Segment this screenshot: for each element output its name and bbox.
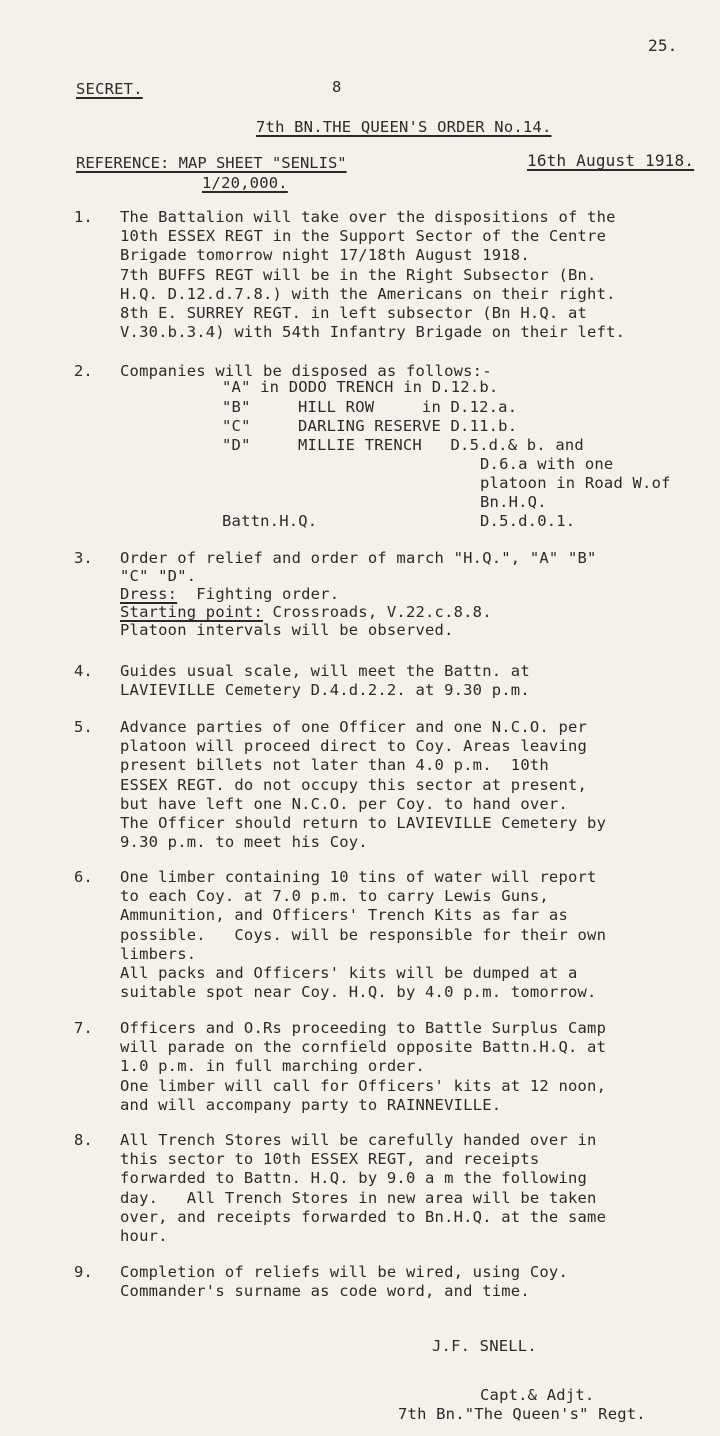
- para-6-text: [120, 868, 606, 1002]
- para-5-line: platoon will proceed direct to Coy. Areas leaving: [120, 737, 588, 756]
- para-1-text: [120, 208, 625, 342]
- para-4-line: Guides usual scale, will meet the Battn. at: [120, 662, 530, 680]
- para-1-number: 1.: [74, 208, 93, 226]
- starting-point-line: [120, 603, 597, 621]
- para-4-text: [120, 662, 530, 700]
- para-1-line: V.30.b.3.4) with 54th Infantry Brigade on their left.: [120, 323, 626, 342]
- battn-hq-location: D.5.d.0.1.: [480, 512, 576, 530]
- para-8-number: 8.: [74, 1131, 93, 1149]
- map-scale: 1/20,000.: [202, 174, 288, 192]
- starting-point-label: Starting point:: [120, 603, 263, 621]
- disposition-d-extra: platoon in Road W.of: [480, 474, 671, 492]
- para-9-text: [120, 1263, 568, 1301]
- order-title: 7th BN.THE QUEEN'S ORDER No.14.: [256, 118, 552, 136]
- secret-marking: SECRET.: [76, 80, 143, 98]
- copy-number: 8: [332, 78, 342, 96]
- para-1-line: 10th ESSEX REGT in the Support Sector of the Centre: [120, 227, 607, 246]
- para-3-number: 3.: [74, 549, 93, 567]
- disposition-c-coy: "C": [222, 417, 251, 435]
- para-8-line: hour.: [120, 1227, 168, 1246]
- disposition-b-loc: HILL ROW in D.12.a.: [298, 398, 518, 416]
- para-6-number: 6.: [74, 868, 93, 886]
- para-9-number: 9.: [74, 1263, 93, 1281]
- para-5-line: Advance parties of one Officer and one N.C.O. per: [120, 718, 588, 736]
- para-3-text: [120, 549, 597, 639]
- para-8-line: this sector to 10th ESSEX REGT, and receipts: [120, 1150, 540, 1169]
- para-5-line: ESSEX REGT. do not occupy this sector at present,: [120, 775, 588, 794]
- para-4-number: 4.: [74, 662, 93, 680]
- page-number: 25.: [648, 36, 678, 55]
- para-1-line: 8th E. SURREY REGT. in left subsector (Bn H.Q. at: [120, 304, 588, 323]
- disposition-b-coy: "B": [222, 398, 251, 416]
- para-2-number: 2.: [74, 362, 93, 380]
- platoon-intervals-line: Platoon intervals will be observed.: [120, 621, 454, 639]
- para-8-line: All Trench Stores will be carefully handed over in: [120, 1131, 597, 1149]
- para-5-line: 9.30 p.m. to meet his Coy.: [120, 833, 368, 852]
- map-reference: REFERENCE: MAP SHEET "SENLIS": [76, 154, 347, 172]
- para-8-line: forwarded to Battn. H.Q. by 9.0 a m the following: [120, 1169, 588, 1188]
- para-1-line: H.Q. D.12.d.7.8.) with the Americans on their right.: [120, 284, 616, 303]
- para-2-intro: Companies will be disposed as follows:-: [120, 362, 492, 380]
- disposition-c-loc: DARLING RESERVE D.11.b.: [298, 417, 518, 435]
- para-3-line: Order of relief and order of march "H.Q.", "A" "B": [120, 549, 597, 567]
- para-3-line: "C" "D".: [120, 567, 197, 585]
- para-5-line: present billets not later than 4.0 p.m. 10th: [120, 756, 549, 775]
- signature-rank: Capt.& Adjt.: [480, 1386, 595, 1404]
- para-8-line: day. All Trench Stores in new area will be taken: [120, 1188, 597, 1207]
- order-date: 16th August 1918.: [527, 151, 695, 170]
- para-8-text: [120, 1131, 606, 1246]
- para-7-line: will parade on the cornfield opposite Battn.H.Q. at: [120, 1038, 607, 1057]
- para-6-line: Ammunition, and Officers' Trench Kits as far as: [120, 906, 568, 925]
- para-7-line: One limber will call for Officers' kits at 12 noon,: [120, 1076, 607, 1095]
- para-4-line: LAVIEVILLE Cemetery D.4.d.2.2. at 9.30 p.m.: [120, 681, 530, 700]
- para-1-line: Brigade tomorrow night 17/18th August 1918.: [120, 246, 530, 265]
- para-7-line: and will accompany party to RAINNEVILLE.: [120, 1095, 502, 1114]
- para-6-line: All packs and Officers' kits will be dumped at a: [120, 964, 578, 983]
- para-1-line: The Battalion will take over the dispositions of the: [120, 208, 616, 226]
- para-7-line: Officers and O.Rs proceeding to Battle Surplus Camp: [120, 1019, 607, 1037]
- para-9-line: Commander's surname as code word, and time.: [120, 1282, 530, 1301]
- para-6-line: possible. Coys. will be responsible for their own: [120, 925, 607, 944]
- para-7-line: 1.0 p.m. in full marching order.: [120, 1057, 426, 1076]
- para-5-text: [120, 718, 606, 852]
- starting-point-value: Crossroads, V.22.c.8.8.: [262, 603, 492, 621]
- para-1-line: 7th BUFFS REGT will be in the Right Subsector (Bn.: [120, 265, 597, 284]
- para-6-line: suitable spot near Coy. H.Q. by 4.0 p.m. tomorrow.: [120, 983, 597, 1002]
- disposition-a: "A" in DODO TRENCH in D.12.b.: [222, 378, 499, 396]
- para-5-line: The Officer should return to LAVIEVILLE Cemetery by: [120, 814, 607, 833]
- para-6-line: limbers.: [120, 944, 197, 963]
- disposition-d-extra: Bn.H.Q.: [480, 493, 547, 511]
- para-6-line: to each Coy. at 7.0 p.m. to carry Lewis Guns,: [120, 887, 549, 906]
- para-6-line: One limber containing 10 tins of water will report: [120, 868, 597, 886]
- dress-value: Fighting order.: [177, 585, 340, 603]
- dress-label: Dress:: [120, 585, 178, 603]
- battn-hq-label: Battn.H.Q.: [222, 512, 318, 530]
- para-5-line: but have left one N.C.O. per Coy. to hand over.: [120, 794, 568, 813]
- signature-unit: 7th Bn."The Queen's" Regt.: [398, 1405, 646, 1423]
- disposition-d-loc: MILLIE TRENCH D.5.d.& b. and: [298, 436, 584, 454]
- dress-line: [120, 585, 597, 603]
- para-8-line: over, and receipts forwarded to Bn.H.Q. at the same: [120, 1207, 607, 1226]
- para-7-number: 7.: [74, 1019, 93, 1037]
- para-5-number: 5.: [74, 718, 93, 736]
- para-9-line: Completion of reliefs will be wired, using Coy.: [120, 1263, 568, 1281]
- para-7-text: [120, 1019, 606, 1115]
- signature-name: J.F. SNELL.: [432, 1337, 537, 1355]
- disposition-d-extra: D.6.a with one: [480, 455, 614, 473]
- disposition-d-coy: "D": [222, 436, 251, 454]
